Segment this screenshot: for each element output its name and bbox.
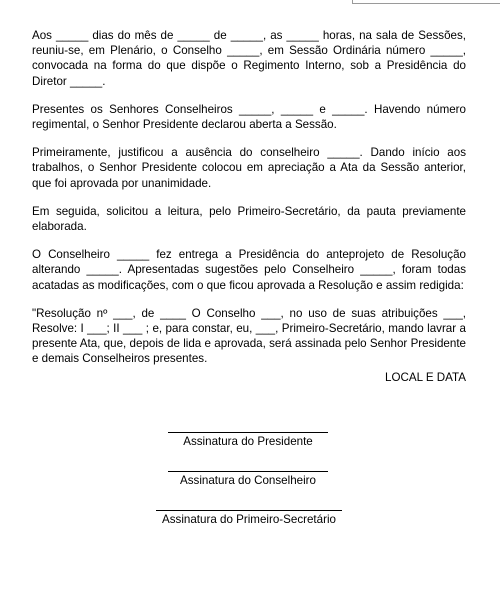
document-body bbox=[32, 28, 466, 380]
signature-secretary bbox=[156, 510, 342, 527]
signature-line bbox=[156, 510, 342, 511]
paragraph-opening: Aos _____ dias do mês de _____ de _____, as _____ horas, na sala de Sessões, reuniu-se, em Plenário, o Conselho _____, em Sessão Ordinária número _____, convocada na forma do que dispõe o Regimento Interno, sob a Presidência do Diretor _____. bbox=[32, 29, 466, 88]
paragraph-agenda: Em seguida, solicitou a leitura, pelo Primeiro-Secretário, da pauta previamente elaborada. bbox=[32, 204, 466, 234]
paragraph-resolution: "Resolução nº ___, de ____ O Conselho ___, no uso de suas atribuições ___, Resolve: I ___; II ___ ; e, para constar, eu, ___, Primeiro-Secretário, mando lavrar a presente Ata, que, depois de lida e aprovada, será assinada pelo Senhor Presidente e demais Conselheiros presentes. bbox=[32, 306, 466, 366]
paragraph-draft: O Conselheiro _____ fez entrega a Presidência do anteprojeto de Resolução alterando _____. Apresentadas sugestões pelo Conselheiro _____, foram todas acatadas as modificações, com o que ficou aprovada a Resolução e assim redigida: bbox=[32, 248, 466, 292]
signature-line bbox=[168, 471, 328, 472]
signature-label: Assinatura do Primeiro-Secretário bbox=[162, 513, 336, 526]
paragraph-attendees: Presentes os Senhores Conselheiros _____, _____ e _____. Havendo número regimental, o Senhor Presidente declarou aberta a Sessão. bbox=[32, 102, 466, 132]
signature-counselor bbox=[168, 471, 328, 488]
signature-line bbox=[168, 432, 328, 433]
signature-label: Assinatura do Presidente bbox=[183, 435, 313, 448]
local-and-date: LOCAL E DATA bbox=[385, 371, 466, 384]
paragraph-absence: Primeiramente, justificou a ausência do conselheiro _____. Dando início aos trabalhos, o Senhor Presidente colocou em apreciação a Ata da Sessão anterior, que foi aprovada por unanimidade. bbox=[32, 146, 466, 190]
window-edge bbox=[352, 0, 500, 4]
signature-president bbox=[168, 432, 328, 449]
signature-label: Assinatura do Conselheiro bbox=[180, 474, 316, 487]
